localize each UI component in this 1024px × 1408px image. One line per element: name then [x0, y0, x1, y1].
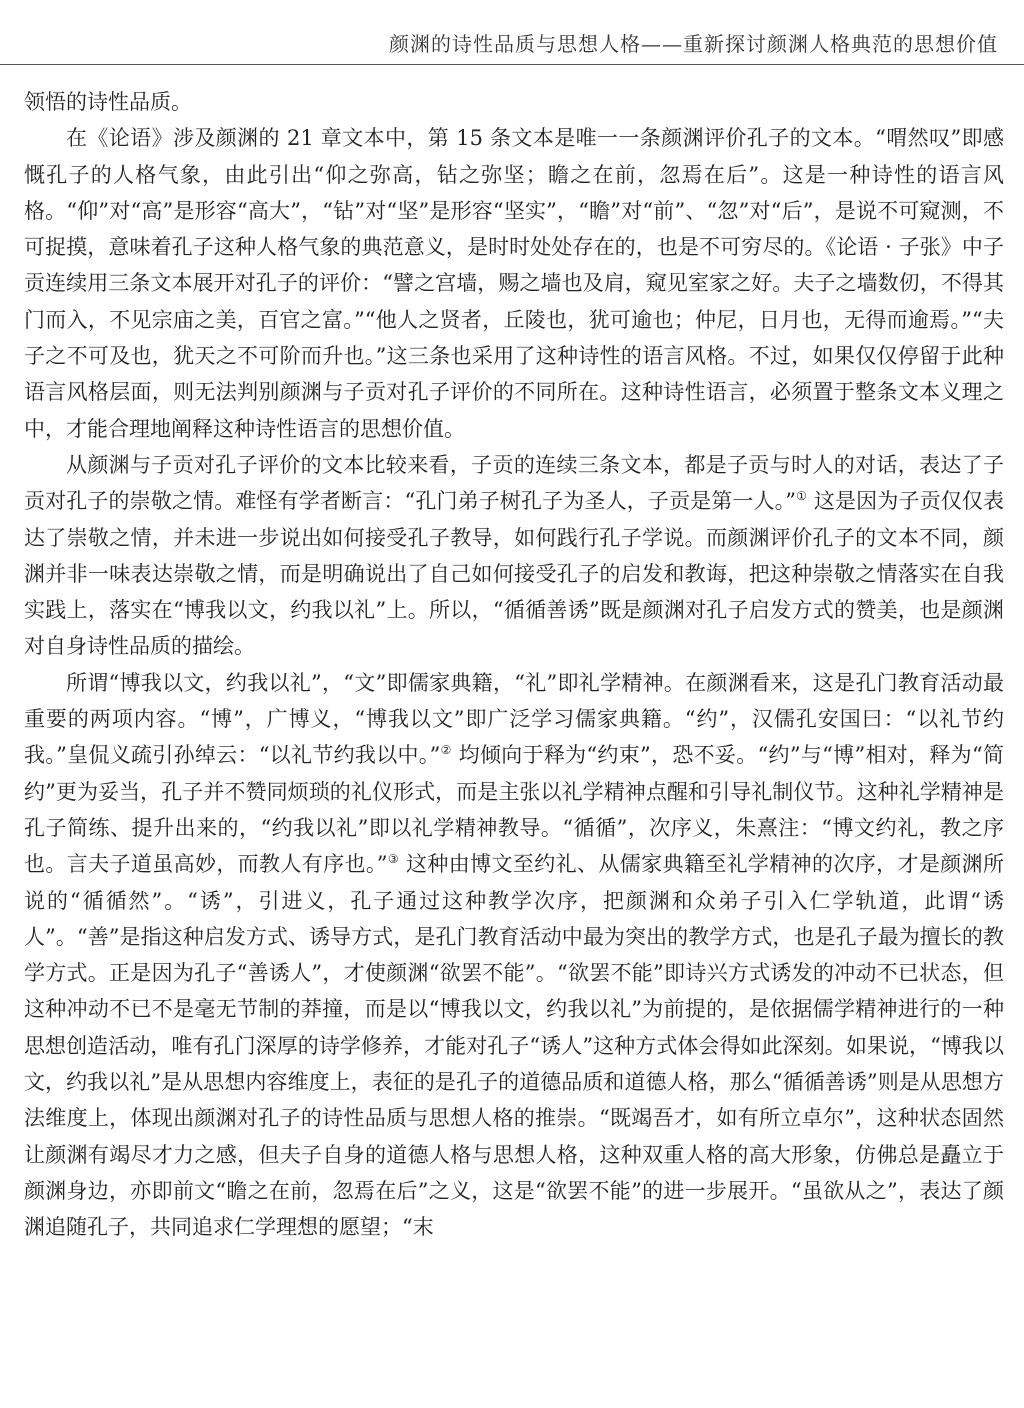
text-run: 所谓“博我以文，约我以礼”，“文”即儒家典籍，“礼”即礼学精神。在颜渊看来，这是孔门教育活动最重要的两项内容。“博”，广博义，“博我以文”即广泛学习儒家典籍。“约”，汉儒孔安国曰：“以礼节约我。”皇侃义疏引孙绰云：“以礼节约我以中。” — [24, 670, 1004, 768]
header-divider — [0, 64, 1024, 65]
text-run: 这种由博文至约礼、从儒家典籍至礼学精神的次序，才是颜渊所说的“循循然”。“诱”，引进义，孔子通过这种教学次序，把颜渊和众弟子引入仁学轨道，此谓“诱人”。“善”是指这种启发方式、诱导方式，是孔门教育活动中最为突出的教学方式，也是孔子最为擅长的教学方式。正是因为孔子“善诱人”，才使颜渊“欲罢不能”。“欲罢不能”即诗兴方式诱发的冲动不已状态，但这种冲动不已不是毫无节制的莽撞，而是以“博我以文，约我以礼”为前提的，是依据儒学精神进行的一种思想创造活动，唯有孔门深厚的诗学修养，才能对孔子“诱人”这种方式体会得如此深刻。如果说，“博我以文，约我以礼”是从思想内容维度上，表征的是孔子的道德品质和道德人格，那么“循循善诱”则是从思想方法维度上，体现出颜渊对孔子的诗性品质与思想人格的推崇。“既竭吾才，如有所立卓尔”，这种状态固然让颜渊有竭尽才力之感，但夫子自身的道德人格与思想人格，这种双重人格的高大形象，仿佛总是矗立于颜渊身边，亦即前文“瞻之在前，忽焉在后”之义，这是“欲罢不能”的进一步展开。“虽欲从之”，表达了颜渊追随孔子，共同追求仁学理想的愿望；“末 — [24, 852, 1004, 1240]
text-run: 领悟的诗性品质。 — [24, 90, 192, 114]
paragraph — [24, 84, 1004, 120]
text-run: 在《论语》涉及颜渊的 21 章文本中，第 15 条文本是唯一一条颜渊评价孔子的文本。“喟然叹”即感慨孔子的人格气象，由此引出“仰之弥高，钻之弥坚；瞻之在前，忽焉在后”。这是一种诗性的语言风格。“仰”对“高”是形容“高大”，“钻”对“坚”是形容“坚实”，“瞻”对“前”、“忽”对“后”，是说不可窥测，不可捉摸，意味着孔子这种人格气象的典范意义，是时时处处存在的，也是不可穷尽的。《论语 · 子张》中子贡连续用三条文本展开对孔子的评价：“譬之宫墙，赐之墙也及肩，窥见室家之好。夫子之墙数仞，不得其门而入，不见宗庙之美，百官之富。”“他人之贤者，丘陵也，犹可逾也；仲尼，日月也，无得而逾焉。”“夫子之不可及也，犹天之不可阶而升也。”这三条也采用了这种诗性的语言风格。不过，如果仅仅停留于此种语言风格层面，则无法判别颜渊与子贡对孔子评价的不同所在。这种诗性语言，必须置于整条文本义理之中，才能合理地阐释这种诗性语言的思想价值。 — [24, 126, 1004, 441]
text-run: 均倾向于释为“约束”，恐不妥。“约”与“博”相对，释为“简约”更为妥当，孔子并不赞同烦琐的礼仪形式，而是主张以礼学精神点醒和引导礼制仪节。这种礼学精神是孔子简练、提升出来的，“约我以礼”即以礼学精神教导。“循循”，次序义，朱熹注：“博文约礼，教之序也。言夫子道虽高妙，而教人有序也。” — [24, 743, 1004, 877]
paragraph — [24, 665, 1004, 1246]
footnote-marker: ② — [440, 743, 452, 758]
body-text — [24, 84, 1004, 1246]
footnote-marker: ③ — [387, 852, 399, 867]
paragraph — [24, 447, 1004, 665]
text-run: 这是因为子贡仅仅表达了崇敬之情，并未进一步说出如何接受孔子教导，如何践行孔子学说。而颜渊评价孔子的文本不同，颜渊并非一味表达崇敬之情，而是明确说出了自己如何接受孔子的启发和教诲，把这种崇敬之情落实在自我实践上，落实在“博我以文，约我以礼”上。所以，“循循善诱”既是颜渊对孔子启发方式的赞美，也是颜渊对自身诗性品质的描绘。 — [24, 489, 1005, 659]
text-run: 从颜渊与子贡对孔子评价的文本比较来看，子贡的连续三条文本，都是子贡与时人的对话，表达了子贡对孔子的崇敬之情。难怪有学者断言：“孔门弟子树孔子为圣人，子贡是第一人。” — [24, 452, 1004, 514]
running-header: 颜渊的诗性品质与思想人格——重新探讨颜渊人格典范的思想价值 — [389, 32, 998, 56]
paragraph — [24, 120, 1004, 447]
footnote-marker: ① — [796, 489, 808, 504]
